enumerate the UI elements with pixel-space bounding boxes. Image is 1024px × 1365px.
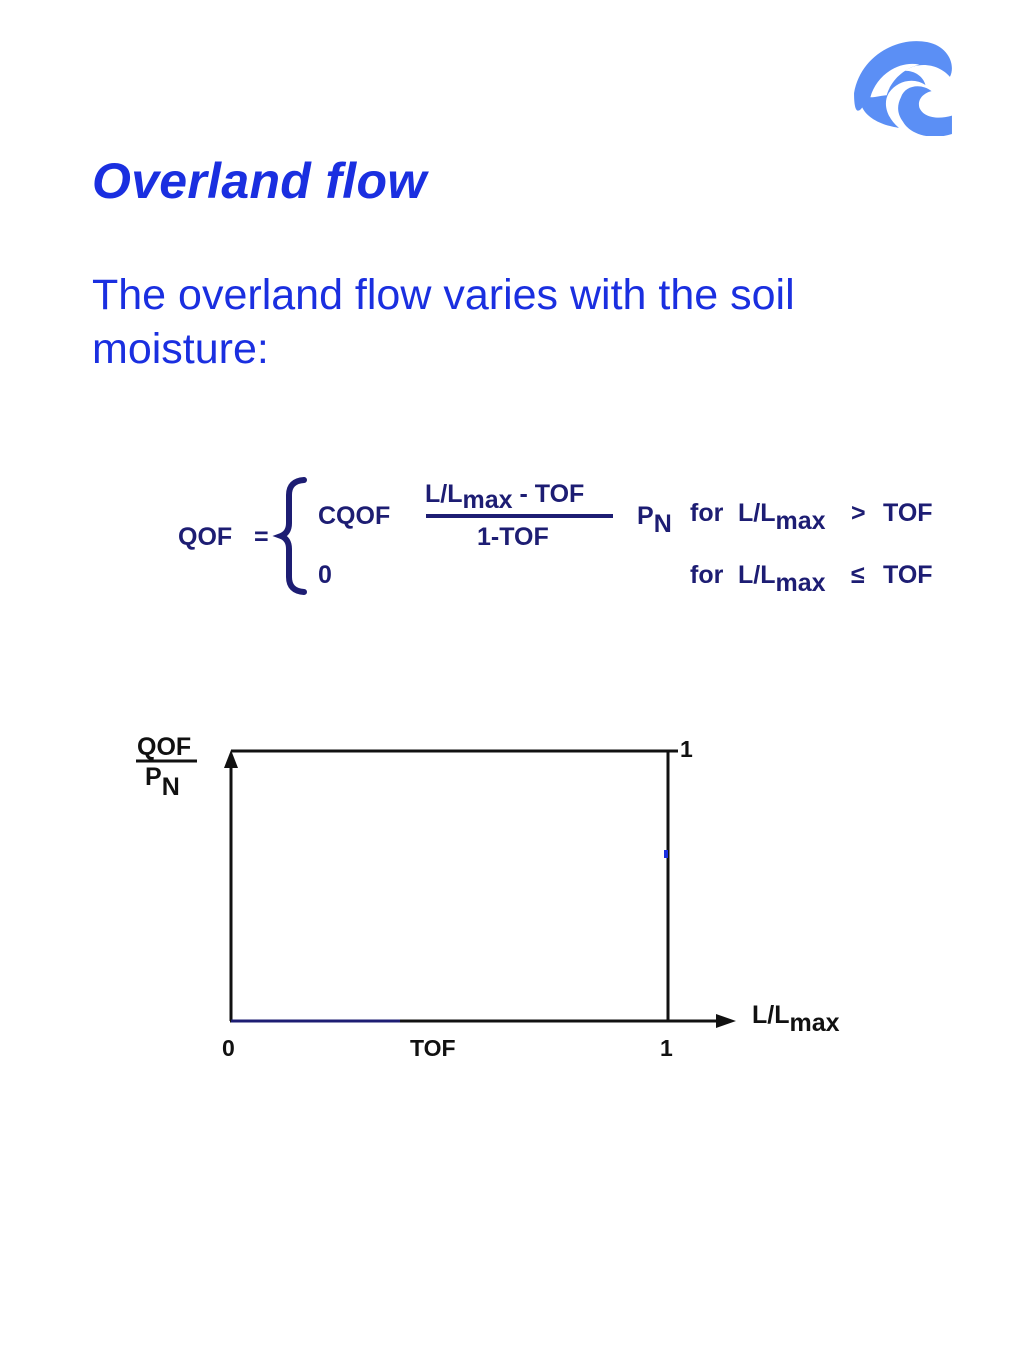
eq-equals: =	[254, 523, 269, 551]
eq-coef: CQOF	[318, 502, 391, 530]
eq-lhs: QOF	[178, 523, 233, 551]
x-tick-label-one: 1	[660, 1035, 673, 1061]
x-axis-label: L/Lmax	[752, 1001, 840, 1037]
x-axis-arrowhead	[716, 1014, 736, 1028]
eq-brace	[281, 480, 304, 592]
slide-title: Overland flow	[92, 153, 427, 209]
slide-body-text: The overland flow varies with the soil moisture:	[92, 271, 795, 373]
x-tick-label-tof: TOF	[410, 1035, 456, 1061]
wave-icon	[852, 34, 954, 136]
overland-flow-graph	[0, 700, 1024, 1100]
y-axis-label-denominator: PN	[145, 763, 180, 801]
eq-case2-value: 0	[318, 561, 332, 589]
eq-denominator: 1-TOF	[477, 523, 549, 551]
eq-pn: PN	[637, 502, 672, 538]
x-tick-label-zero: 0	[222, 1035, 235, 1061]
eq-cond2: for L/Lmax ≤ TOF	[690, 561, 933, 597]
y-axis-label-numerator: QOF	[137, 733, 192, 761]
eq-numerator: L/Lmax - TOF	[425, 480, 585, 514]
y-axis-arrowhead	[224, 750, 238, 768]
y-tick-label-one: 1	[680, 736, 693, 762]
eq-cond1: for L/Lmax > TOF	[690, 499, 933, 535]
